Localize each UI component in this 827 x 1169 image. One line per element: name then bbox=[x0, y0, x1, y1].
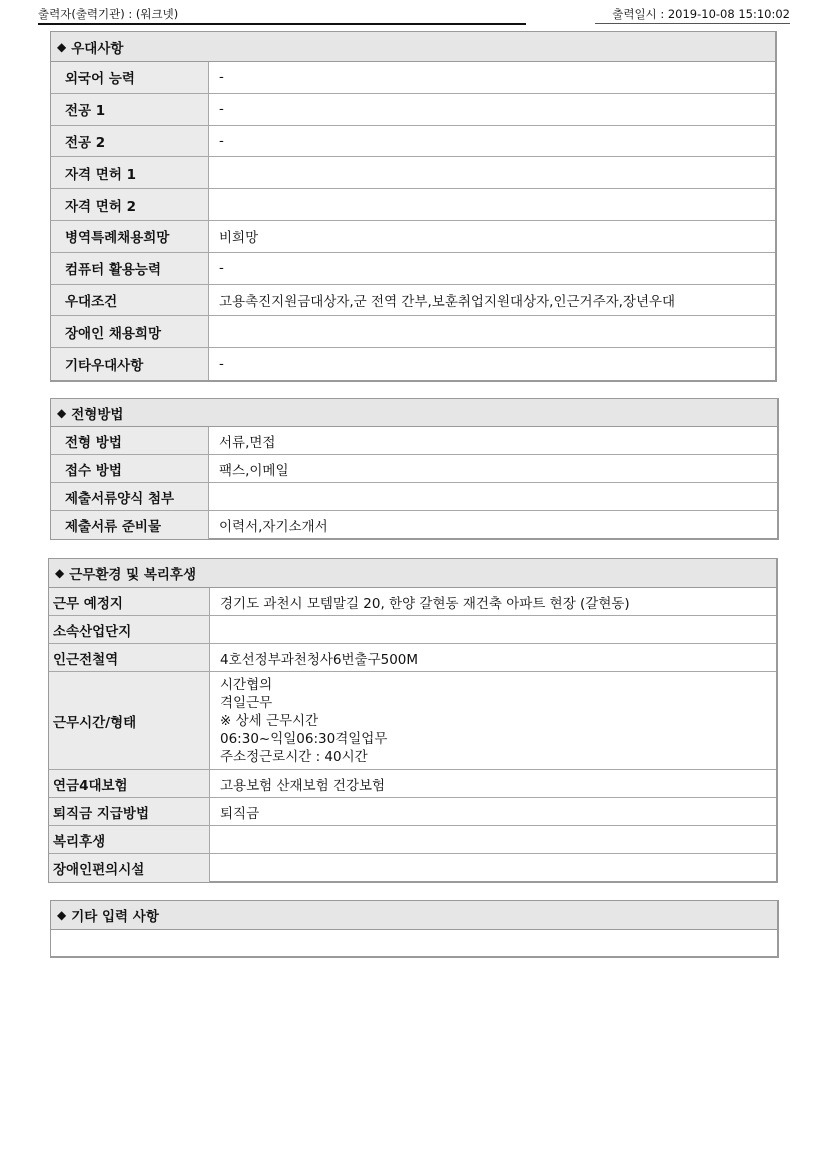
other-title bbox=[51, 901, 777, 930]
printer-info: 출력자(출력기관) : (워크넷) bbox=[38, 7, 179, 21]
row-label: 병역특례채용희망 bbox=[51, 221, 209, 252]
row-label: 근무시간/형태 bbox=[49, 672, 210, 769]
table-row bbox=[51, 316, 775, 348]
work-hours-line: 격일근무 bbox=[220, 694, 273, 711]
table-row bbox=[51, 285, 775, 317]
table-row bbox=[51, 427, 777, 455]
row-value bbox=[210, 616, 776, 643]
table-row bbox=[51, 62, 775, 94]
row-label: 연금4대보험 bbox=[49, 770, 210, 797]
work-hours-line: 06:30~익일06:30격일업무 bbox=[220, 730, 388, 747]
table-row bbox=[51, 126, 775, 158]
row-label: 기타우대사항 bbox=[51, 348, 209, 380]
table-row bbox=[51, 483, 777, 511]
row-label: 외국어 능력 bbox=[51, 62, 209, 93]
row-label: 제출서류양식 첨부 bbox=[51, 483, 209, 510]
table-row bbox=[51, 511, 777, 539]
diamond-icon: ◆ bbox=[57, 405, 67, 420]
row-label: 근무 예정지 bbox=[49, 588, 210, 615]
selection-title-text: 전형방법 bbox=[71, 406, 124, 423]
selection-section bbox=[50, 398, 779, 540]
table-row bbox=[49, 616, 776, 644]
other-section bbox=[50, 900, 779, 958]
row-value: 4호선정부과천청사6번출구500M bbox=[220, 651, 419, 668]
row-value bbox=[209, 157, 775, 188]
row-label: 컴퓨터 활용능력 bbox=[51, 253, 209, 284]
row-value: 고용촉진지원금대상자,군 전역 간부,보훈취업지원대상자,인근거주자,장년우대 bbox=[219, 293, 676, 310]
row-label: 전형 방법 bbox=[51, 427, 209, 454]
row-label: 장애인편의시설 bbox=[49, 854, 210, 882]
row-value: - bbox=[219, 132, 224, 149]
row-value: 비희망 bbox=[219, 230, 259, 247]
preferences-title bbox=[51, 32, 775, 62]
work-hours-line: 시간협의 bbox=[220, 676, 273, 693]
selection-title bbox=[51, 399, 777, 427]
row-label: 소속산업단지 bbox=[49, 616, 210, 643]
work-hours-line: 주소정근로시간 : 40시간 bbox=[220, 748, 368, 765]
table-row bbox=[51, 157, 775, 189]
row-label: 제출서류 준비물 bbox=[51, 511, 209, 539]
row-value bbox=[209, 316, 775, 347]
table-row bbox=[51, 348, 775, 380]
row-value: - bbox=[219, 260, 224, 277]
header-divider-right bbox=[595, 23, 790, 24]
row-value: 퇴직금 bbox=[220, 805, 260, 822]
diamond-icon: ◆ bbox=[57, 908, 67, 922]
row-label: 전공 1 bbox=[51, 94, 209, 125]
table-row bbox=[49, 854, 776, 882]
table-row bbox=[49, 770, 776, 798]
row-label: 퇴직금 지급방법 bbox=[49, 798, 210, 825]
table-row bbox=[49, 644, 776, 672]
print-datetime: 출력일시 : 2019-10-08 15:10:02 bbox=[612, 7, 790, 21]
row-value: 서류,면접 bbox=[219, 434, 276, 451]
row-label: 접수 방법 bbox=[51, 455, 209, 482]
row-label: 우대조건 bbox=[51, 285, 209, 316]
table-row bbox=[51, 221, 775, 253]
work-hours-value bbox=[210, 672, 776, 769]
row-value: - bbox=[219, 69, 224, 86]
row-value bbox=[210, 826, 776, 853]
diamond-icon: ◆ bbox=[55, 566, 65, 580]
row-label: 인근전철역 bbox=[49, 644, 210, 671]
preferences-title-text: 우대사항 bbox=[71, 40, 124, 57]
table-row bbox=[49, 672, 776, 770]
diamond-icon: ◆ bbox=[57, 39, 67, 54]
table-row bbox=[49, 826, 776, 854]
row-value: - bbox=[219, 356, 224, 373]
row-label: 장애인 채용희망 bbox=[51, 316, 209, 347]
row-value: 경기도 과천시 모템말길 20, 한양 갈현동 재건축 아파트 현장 (갈현동) bbox=[220, 595, 630, 612]
row-label: 전공 2 bbox=[51, 126, 209, 157]
row-value: 고용보험 산재보험 건강보험 bbox=[220, 777, 386, 794]
table-row bbox=[49, 588, 776, 616]
table-row bbox=[51, 189, 775, 221]
table-row bbox=[51, 94, 775, 126]
row-value bbox=[209, 483, 777, 510]
table-row bbox=[49, 798, 776, 826]
row-value: 팩스,이메일 bbox=[219, 462, 289, 479]
other-title-text: 기타 입력 사항 bbox=[71, 909, 159, 925]
row-label: 복리후생 bbox=[49, 826, 210, 853]
row-label: 자격 면허 1 bbox=[51, 157, 209, 188]
work-hours-line: ※ 상세 근무시간 bbox=[220, 712, 319, 729]
work-environment-section bbox=[48, 558, 778, 883]
work-environment-title-text: 근무환경 및 복리후생 bbox=[69, 567, 197, 583]
row-value bbox=[210, 854, 776, 882]
row-value: 이력서,자기소개서 bbox=[219, 519, 328, 535]
row-value: - bbox=[219, 101, 224, 118]
work-environment-title bbox=[49, 559, 776, 588]
header-divider-left bbox=[38, 23, 526, 25]
table-row bbox=[51, 455, 777, 483]
row-value bbox=[209, 189, 775, 220]
row-label: 자격 면허 2 bbox=[51, 189, 209, 220]
table-row bbox=[51, 253, 775, 285]
preferences-section bbox=[50, 31, 777, 382]
other-value bbox=[51, 930, 777, 957]
